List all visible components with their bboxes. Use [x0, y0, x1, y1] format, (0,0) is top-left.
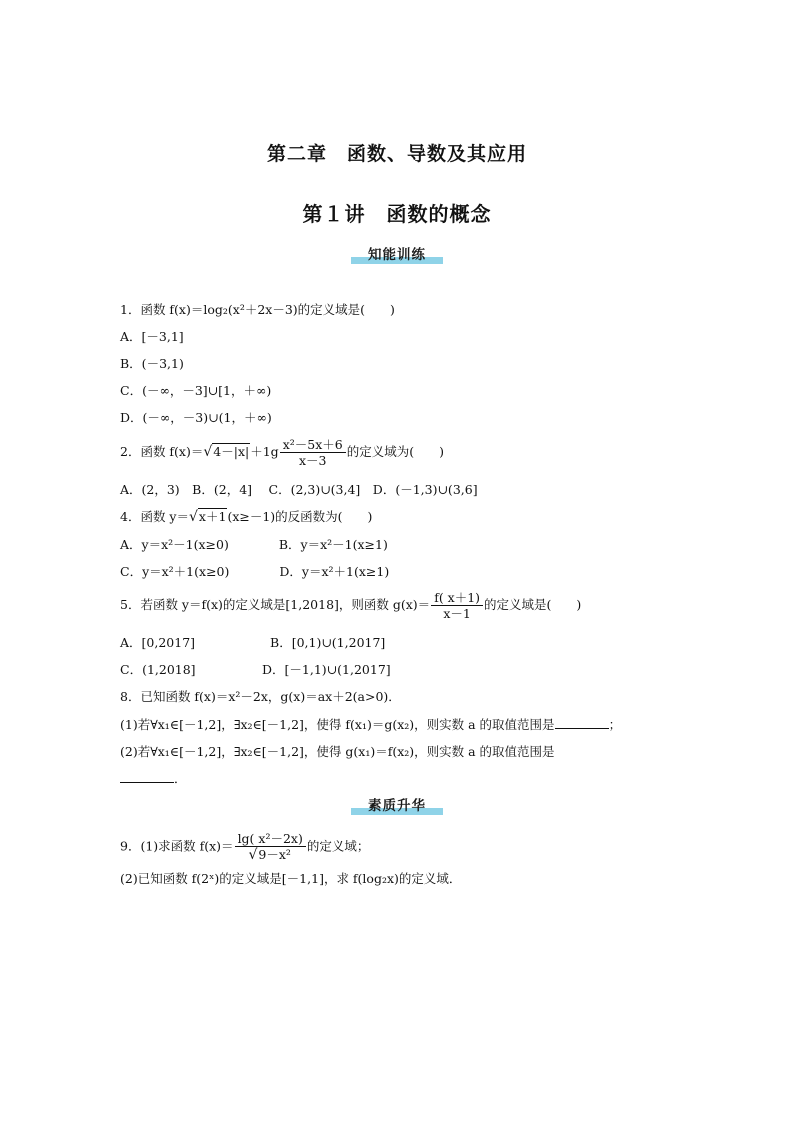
sqrt-sign: √: [248, 847, 258, 863]
q4-radicand: x＋1: [198, 509, 227, 524]
q8-part1: (1)若∀x₁∈[－1,2]，∃x₂∈[－1,2]，使得 f(x₁)＝g(x₂)，则实数 a 的取值范围是 ；: [120, 717, 622, 732]
q8-part2-blank: ．: [120, 770, 187, 788]
q5-options-cd: C．(1,2018] D．[－1,1)∪(1,2017]: [120, 662, 391, 677]
q8-stem: 8．已知函数 f(x)＝x²－2x，g(x)＝ax＋2(a>0)．: [120, 689, 401, 704]
q1-option-d: D．(－∞，－3)∪(1，＋∞): [120, 410, 272, 425]
q5-fraction: $\frac{f( x+1)}{x-1}$: [431, 590, 483, 621]
section-banner-practice: [351, 246, 443, 264]
sqrt-sign: √: [189, 509, 198, 525]
q9-part2: (2)已知函数 f(2ˣ)的定义域是[－1,1]，求 f(log₂x)的定义域．: [120, 871, 462, 886]
q9-fraction: $\frac{\text{lg( x²－2x)}}{\text{√9－x²}}$: [235, 831, 306, 863]
q2-radicand: 4－|x|: [213, 444, 250, 459]
q4-options-cd: C．y＝x²＋1(x≥0) D．y＝x²＋1(x≥1): [120, 564, 390, 579]
section-banner-advanced: [351, 797, 443, 815]
q4-options-ab: A．y＝x²－1(x≥0) B．y＝x²－1(x≥1): [120, 537, 388, 552]
section-label: 知能训练: [368, 247, 426, 263]
q5-stem: 5．若函数 y＝f(x)的定义域是[1,2018]，则函数 g(x)＝ $\frac{f( x+1)}{x-1}$ 的定义域是( ): [120, 590, 582, 621]
q8-part2: (2)若∀x₁∈[－1,2]，∃x₂∈[－1,2]，使得 g(x₁)＝f(x₂)，则实数 a 的取值范围是: [120, 744, 555, 759]
lesson-title: 第１讲 函数的概念: [302, 202, 492, 226]
q9-part1: 9．(1)求函数 f(x)＝ $\frac{\text{lg( x²－2x)}}{\text{√9－x²}}$ 的定义域；: [120, 831, 370, 863]
answer-blank: [555, 716, 609, 729]
q2-stem: 2．函数 f(x)＝√4－|x|＋1g $\frac{\text{x²－5x＋6}}{x-3}$ 的定义域为( ): [120, 437, 444, 468]
chapter-title: 第二章 函数、导数及其应用: [266, 143, 527, 165]
q1-stem: 1．函数 f(x)＝log₂(x²＋2x－3)的定义域是( ): [120, 302, 395, 317]
answer-blank: [120, 770, 174, 783]
q1-option-c: C．(－∞，－3]∪[1，＋∞): [120, 383, 272, 398]
q2-options: A．(2，3) B．(2，4] C．(2,3)∪(3,4] D．(－1,3)∪(3,6]: [120, 482, 478, 497]
q2-fraction: $\frac{\text{x²－5x＋6}}{x-3}$: [280, 437, 346, 468]
q4-stem: 4．函数 y＝√x＋1(x≥－1)的反函数为( ): [120, 509, 373, 525]
sqrt-sign: √: [203, 444, 213, 460]
q1-option-a: A．[－3,1]: [120, 329, 184, 344]
q1-option-b: B．(－3,1): [120, 356, 184, 371]
section-label: 素质升华: [368, 798, 426, 814]
q5-options-ab: A．[0,2017] B．[0,1)∪(1,2017]: [120, 635, 386, 650]
